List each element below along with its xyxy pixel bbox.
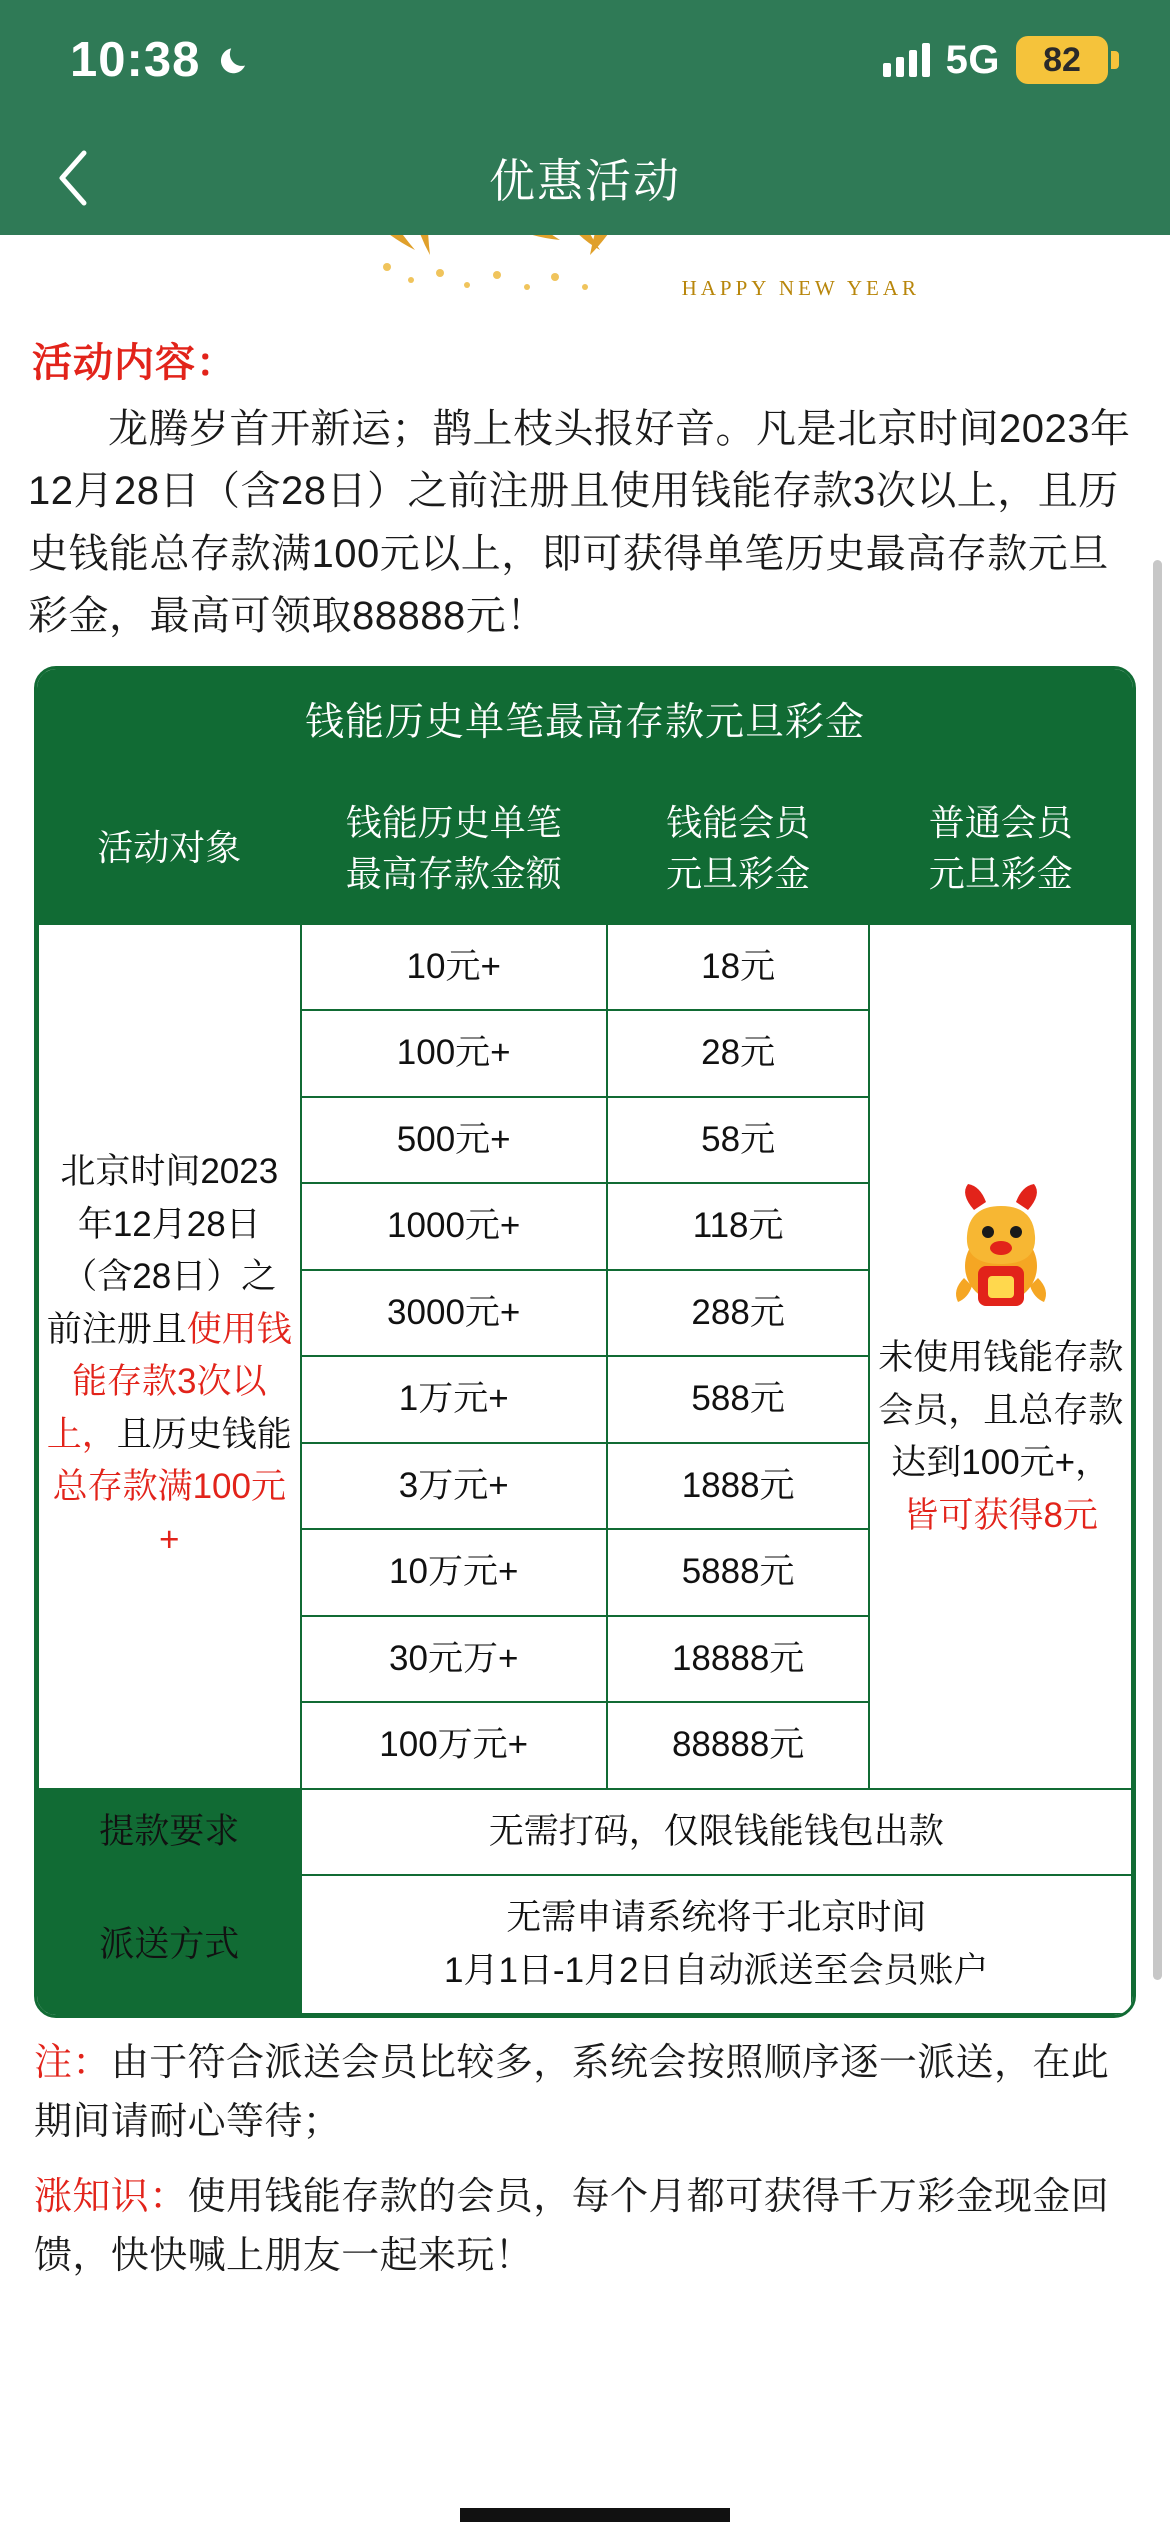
bonus-cell: 118元 [607,1183,870,1270]
withdraw-value: 无需打码，仅限钱能钱包出款 [301,1789,1132,1876]
activity-object-cell [38,924,301,1789]
normal-member-text-red: 皆可获得8元 [903,1495,1098,1535]
redaction-bar [460,2508,730,2522]
amount-cell: 100万元+ [301,1702,607,1789]
note-1 [34,2034,1136,2152]
banner-art-strip [0,235,1170,313]
table-body [37,771,1133,2016]
delivery-value [301,1875,1132,2014]
object-text-1: 北京时间2023年12月28日（含28日）之前注册且 [46,1152,279,1349]
note-2 [34,2168,1136,2286]
object-text-2: 且历史钱能 [116,1414,292,1454]
new-year-decoration-icon [235,235,935,313]
section-title: 活动内容： [32,341,237,385]
delivery-label: 派送方式 [38,1875,301,2014]
bonus-cell: 18888元 [607,1616,870,1703]
bonus-cell: 58元 [607,1097,870,1184]
amount-cell: 3万元+ [301,1443,607,1530]
bonus-cell: 5888元 [607,1529,870,1616]
delivery-line-1: 无需申请系统将于北京时间 [506,1898,927,1938]
column-header-object: 活动对象 [38,772,301,924]
amount-cell: 30元万+ [301,1616,607,1703]
amount-cell: 10元+ [301,924,607,1011]
note-2-lead: 涨知识： [34,2176,188,2219]
page-scrollbar[interactable] [1153,560,1162,1980]
battery-indicator: 82 [1016,36,1108,84]
promo-table [34,666,1136,2019]
withdraw-label: 提款要求 [38,1789,301,1876]
table-row-withdraw [38,1789,1132,1876]
bonus-cell: 288元 [607,1270,870,1357]
table-header-row [38,772,1132,924]
back-button[interactable] [42,148,102,208]
activity-paragraph: 龙腾岁首开新运；鹊上枝头报好音。凡是北京时间2023年12月28日（含28日）之前注册且使用钱能存款3次以上，且历史钱能总存款满100元以上，即可获得单笔历史最高存款元旦彩金，最高可领取88888元！ [28,407,1131,639]
bonus-cell: 18元 [607,924,870,1011]
table-row [38,924,1132,1011]
amount-cell: 3000元+ [301,1270,607,1357]
object-text-red-1: 使用钱能存款3次以上， [46,1309,292,1454]
normal-member-text: 未使用钱能存款会员，且总存款达到100元+， [878,1338,1124,1483]
note-1-body: 由于符合派送会员比较多，系统会按照顺序逐一派送，在此期间请耐心等待； [34,2042,1110,2144]
delivery-line-2: 1月1日-1月2日自动派送至会员账户 [444,1950,989,1990]
object-text-red-2: 总存款满100元+ [52,1467,286,1559]
chevron-left-icon [55,149,89,207]
column-header-amount: 钱能历史单笔 最高存款金额 [301,772,607,924]
amount-cell: 1000元+ [301,1183,607,1270]
normal-member-cell [869,924,1132,1789]
moon-icon [218,42,254,78]
table-row-delivery [38,1875,1132,2014]
status-bar [0,0,1170,120]
bonus-cell: 88888元 [607,1702,870,1789]
dragon-mascot-icon [926,1170,1076,1320]
content-area [0,331,1170,2286]
signal-icon [883,43,930,77]
amount-cell: 100元+ [301,1010,607,1097]
status-time: 10:38 [70,33,201,87]
banner-greeting: HAPPY NEW YEAR [681,276,920,300]
column-header-member-bonus: 钱能会员 元旦彩金 [607,772,870,924]
amount-cell: 1万元+ [301,1356,607,1443]
table-title: 钱能历史单笔最高存款元旦彩金 [37,669,1133,771]
network-type: 5G [945,37,1000,82]
column-header-normal-bonus: 普通会员 元旦彩金 [869,772,1132,924]
page-title: 优惠活动 [489,154,681,207]
amount-cell: 10万元+ [301,1529,607,1616]
bonus-cell: 588元 [607,1356,870,1443]
status-right [883,36,1108,84]
status-left [70,32,254,88]
bonus-cell: 28元 [607,1010,870,1097]
nav-bar [0,120,1170,235]
note-1-lead: 注： [34,2042,111,2085]
note-2-body: 使用钱能存款的会员，每个月都可获得千万彩金现金回馈，快快喊上朋友一起来玩！ [34,2176,1110,2277]
amount-cell: 500元+ [301,1097,607,1184]
bonus-cell: 1888元 [607,1443,870,1530]
